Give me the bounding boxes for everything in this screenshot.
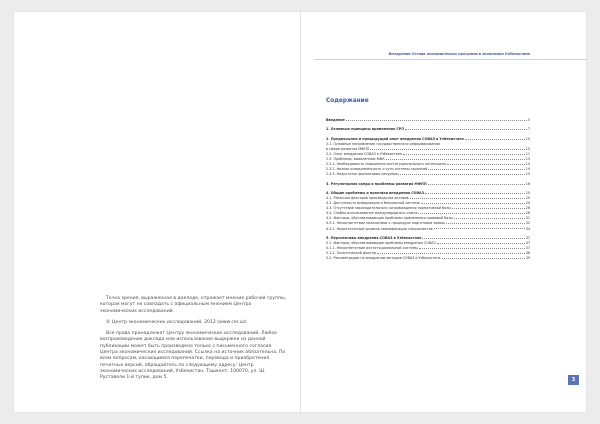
toc-entry-title: 1. Основные принципы применения СРП	[326, 127, 405, 132]
toc-entry-title: 4. Общие проблемы и практики внедрения СОВАЗ	[326, 190, 425, 195]
toc-entry-page: 34	[525, 226, 530, 231]
running-header: Внедрение Устава экономических программ в экономики Узбекистана	[388, 52, 530, 56]
toc-entry-page: 37	[525, 235, 530, 240]
toc-entry	[326, 255, 530, 260]
toc-leader-dots	[405, 129, 527, 130]
toc-entry-title: 2. Предпосылки и предыдущий опыт внедрения СОВАЗ в Узбекистане	[326, 136, 464, 141]
toc-entry-title: Введение	[326, 118, 345, 123]
toc-leader-dots	[377, 253, 525, 254]
toc-entry-page: 15	[525, 172, 530, 177]
toc-entry-title: 4.2. Доступность информации о банковской системе	[326, 201, 420, 206]
toc-entry-page: 32	[525, 221, 530, 226]
toc-entry-title: 5.1.1. Несоответствие институциональной системы	[326, 246, 418, 250]
toc-entry-title: 4.1. Различия факторов производства активов	[326, 195, 409, 200]
toc-entry-page: 10	[525, 136, 530, 141]
toc-title: Содержание	[326, 98, 369, 104]
toc-entry-page: 10	[525, 146, 530, 151]
rights-text: Все права принадлежат Центру экономических исследований. Любое воспроизведение доклада или использование выдержек из данной публикации может быть произведено только с письменного согласия Центра экономических исследований. Ссылка на источник обязательна. По всем вопросам, касающимся перепечатки, перевода и приобретения печатных версий, обращайтесь по следующему адресу: Центр экономических исследований, Узбекистан, Ташкент, 100070, ул. Ш. Руставели 1-й тупик, дом 5.	[100, 331, 286, 381]
toc-leader-dots	[428, 184, 525, 185]
toc-entry-title: 2.3.3. Недостаток финансовых ресурсов	[326, 172, 398, 177]
page-number-badge: 3	[568, 375, 579, 385]
toc-entry-page: 13	[525, 157, 530, 162]
toc-leader-dots	[454, 218, 525, 219]
toc-entry-page: 14	[525, 162, 530, 167]
header-rule	[314, 59, 586, 60]
toc-leader-dots	[428, 169, 525, 170]
toc-leader-dots	[419, 248, 525, 249]
toc-entry	[326, 126, 530, 131]
toc-entry	[326, 225, 530, 230]
toc-entry-title: 3. Регуляторная среда и проблемы развития МФПП	[326, 181, 427, 186]
toc-entry-title: 4.4. Слабая использование международного опыта	[326, 211, 418, 216]
toc-leader-dots	[398, 174, 524, 175]
toc-entry-page: 31	[525, 216, 530, 221]
toc-entry	[326, 171, 530, 176]
toc-entry-title: 2.3.1. Необходимость повышения институционального потенциала	[326, 162, 446, 167]
page-gutter	[300, 12, 301, 412]
toc-entry-title: 4.5. Факторы, обуславливающие проблемы применения правовой базы	[326, 216, 453, 221]
toc-entry-title: 2.2. Опыт внедрения СОВАЗ в Узбекистане	[326, 151, 403, 156]
toc-entry-page: 28	[525, 211, 530, 216]
toc-entry-title: 2.3.2. Низкая осведомлённость о сути системы гарантий	[326, 167, 428, 172]
toc-leader-dots	[465, 139, 525, 140]
toc-leader-dots	[418, 213, 524, 214]
toc-leader-dots	[386, 159, 525, 160]
toc-leader-dots	[422, 238, 524, 239]
toc-leader-dots	[346, 120, 527, 121]
toc-entry-title: 4.5.1. Несоответствие механизмов к процедуре подготовки заявок	[326, 221, 446, 226]
toc-leader-dots	[370, 149, 525, 150]
toc-entry-title: 5.1. Факторы, обуславливающие проблемы внедрения СОВАЗ	[326, 240, 436, 245]
table-of-contents	[326, 117, 530, 260]
toc-leader-dots	[410, 198, 525, 199]
toc-entry-page: 7	[527, 127, 530, 132]
disclaimer-text: Точка зрения, выраженная в докладе, отражает мнение рабочей группы, которая могут не совпадать с официальным мнением Центра экономических исследований.	[100, 296, 287, 314]
toc-entry-title: 5.2. Рекомендации по внедрению методов СОВАЗ в Узбекистане	[326, 256, 441, 261]
toc-leader-dots	[403, 154, 525, 155]
toc-entry-title: 2.3. Проблемы, выявленные МФК	[326, 157, 385, 162]
toc-entry-page: 14	[525, 167, 530, 172]
toc-entry-title: 4.3. Отсутствие законодательного сопровождения нормативной базы	[326, 206, 451, 211]
toc-leader-dots	[421, 203, 525, 204]
toc-entry	[326, 117, 530, 122]
toc-leader-dots	[434, 228, 525, 229]
book-spread	[14, 12, 586, 412]
toc-leader-dots	[425, 193, 525, 194]
toc-leader-dots	[442, 258, 525, 259]
toc-entry-title: в сфере развития МФПП	[326, 146, 370, 151]
toc-entry-page: 26	[525, 206, 530, 211]
toc-entry-page: 20	[525, 190, 530, 195]
toc-entry-page: 20	[525, 195, 530, 200]
toc-entry-title: 2.1. Основные направления государственного реформирования	[326, 141, 440, 146]
toc-entry-page: 11	[525, 151, 530, 156]
toc-entry-page: 24	[525, 201, 530, 206]
copyright-text: © Центр экономических исследований, 2012 (www.cer.uz)	[106, 319, 247, 325]
toc-leader-dots	[446, 223, 525, 224]
toc-leader-dots	[447, 164, 525, 165]
toc-leader-dots	[437, 243, 525, 244]
toc-entry-page: 5	[527, 118, 530, 123]
toc-entry-title: 4.5.2. Недостаточный уровень квалификации специалистов	[326, 226, 433, 231]
toc-entry	[326, 181, 530, 186]
left-page-imprint	[100, 296, 288, 387]
toc-entry-page: 37	[525, 240, 530, 245]
toc-entry-title: 5. Перспективы внедрения СОВАЗ в Узбекистане	[326, 235, 422, 240]
toc-entry-page: 39	[525, 256, 530, 261]
toc-entry-page: 16	[525, 181, 530, 186]
toc-leader-dots	[452, 208, 525, 209]
toc-entry-title: 5.1.2. Политический фактор	[326, 251, 376, 256]
toc-entry-page: 37	[525, 246, 530, 250]
toc-entry-page: 38	[525, 251, 530, 256]
